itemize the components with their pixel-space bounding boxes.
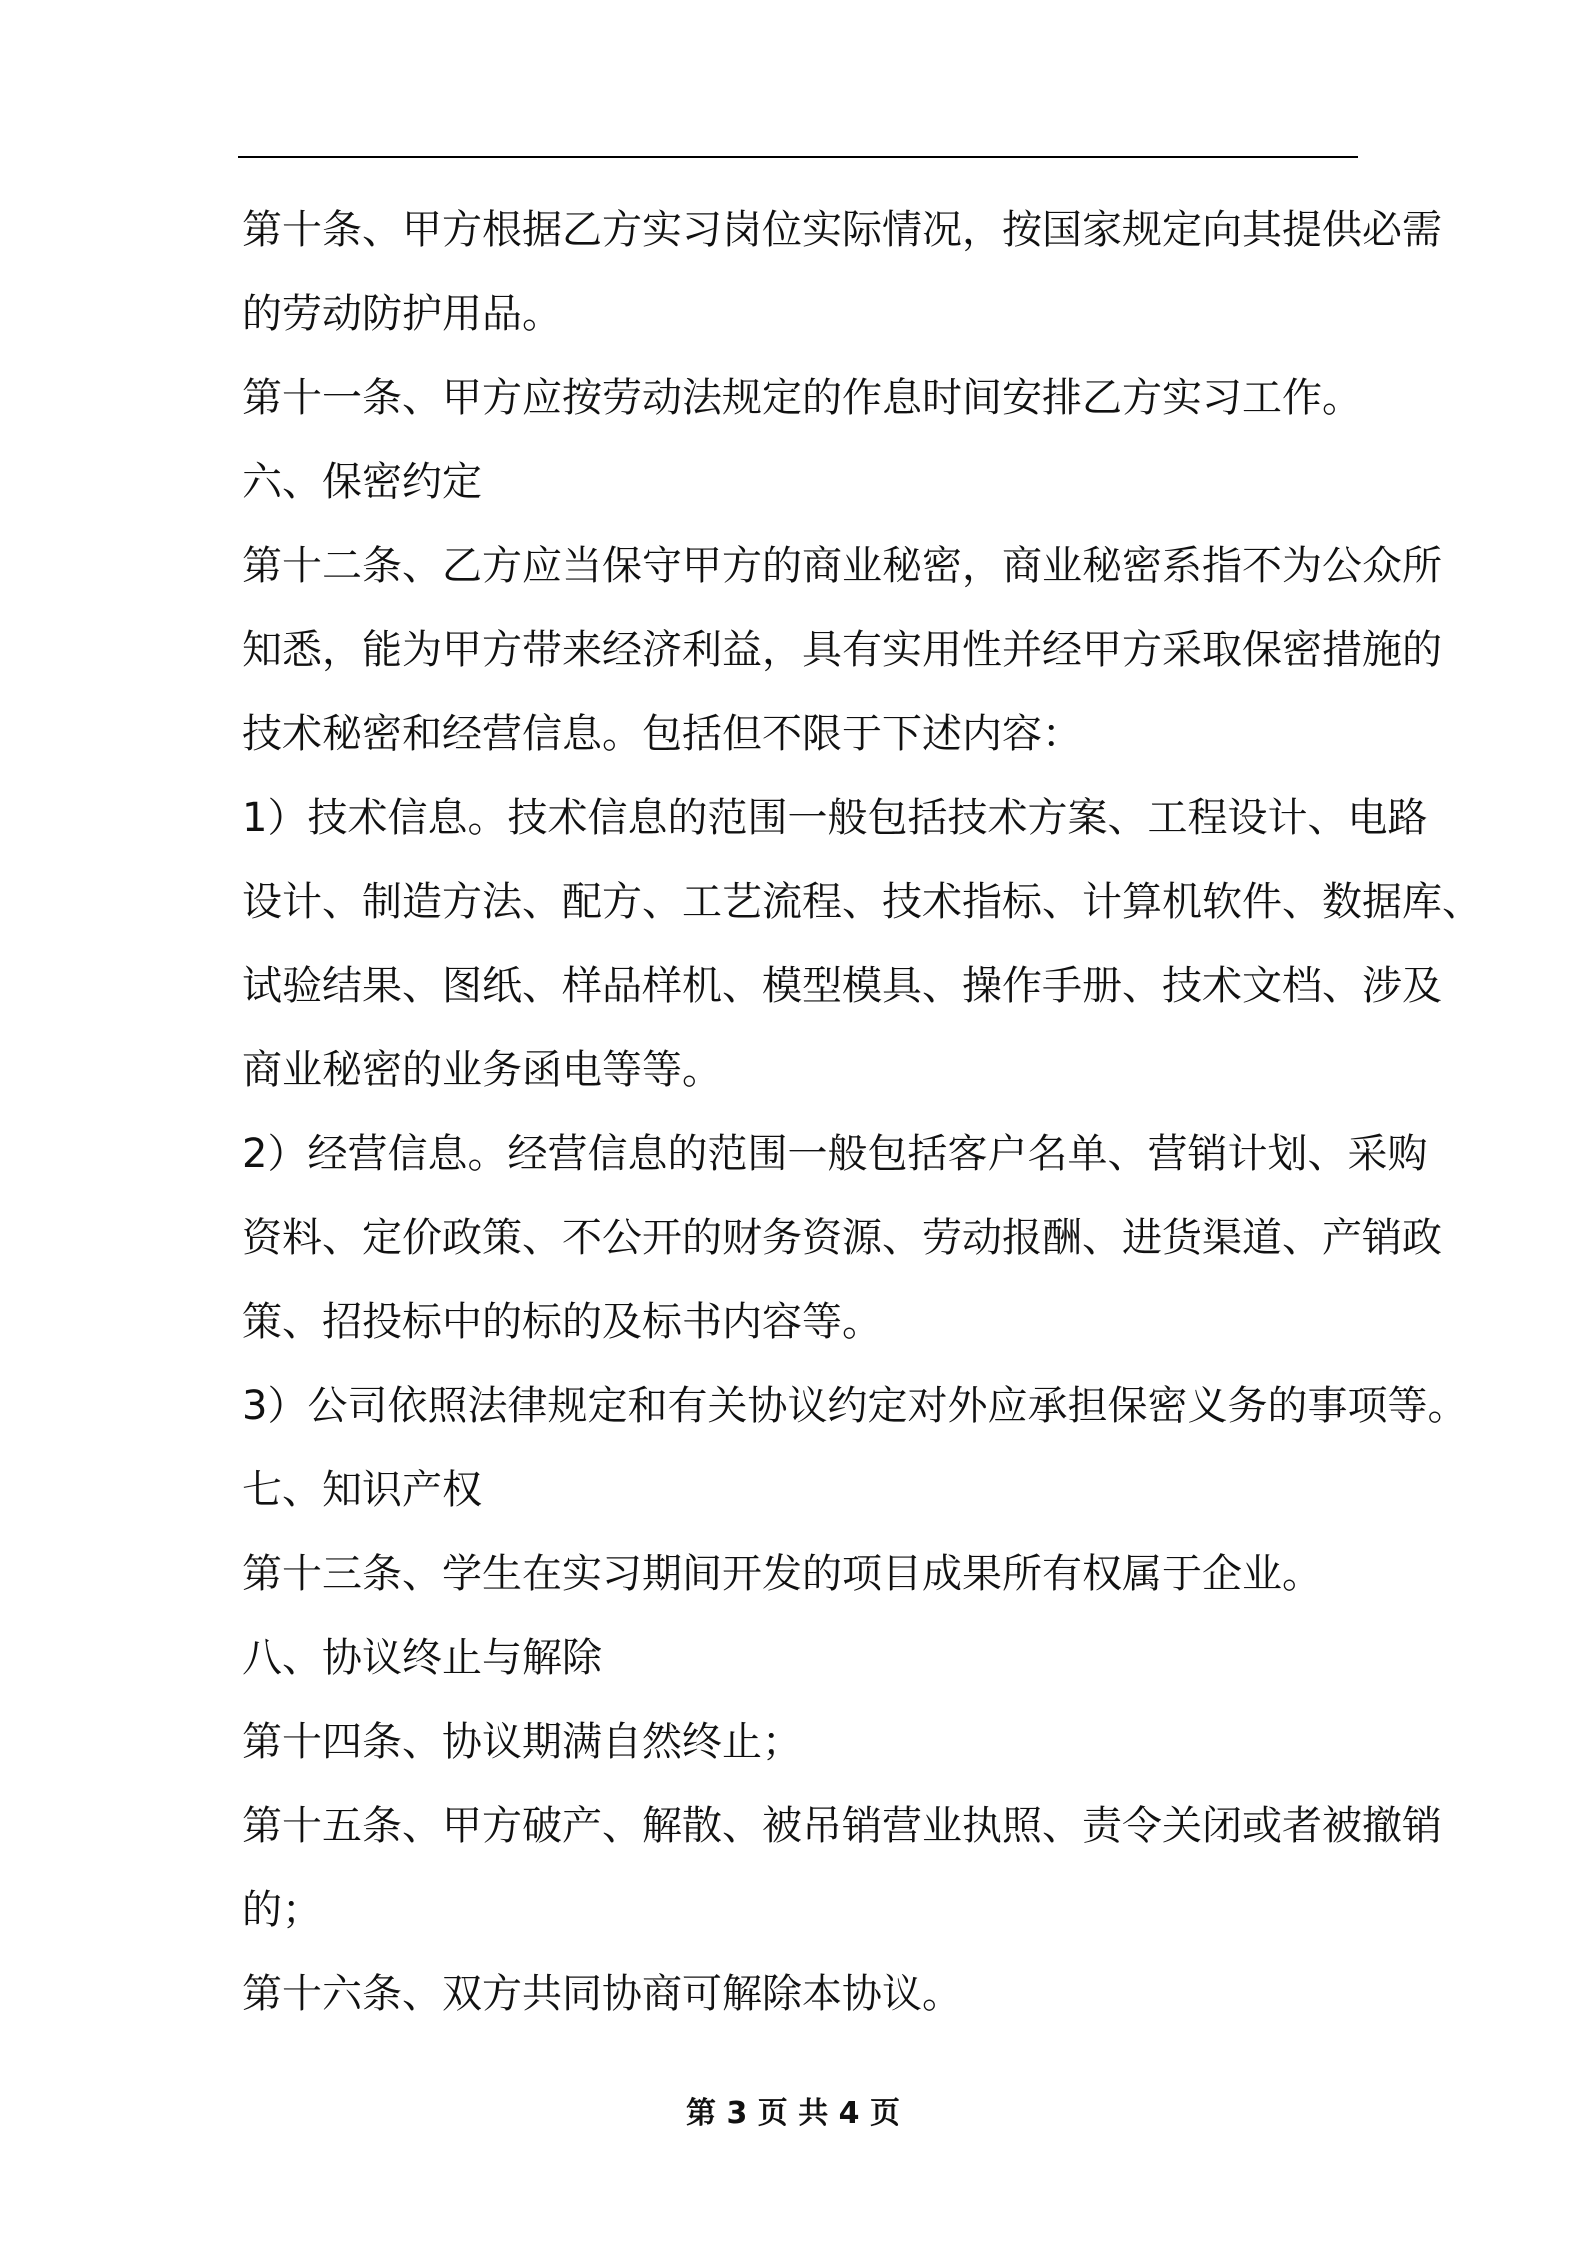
- header-rule: [238, 156, 1358, 158]
- text-line: 的；: [242, 1887, 322, 1933]
- text-line: 2）经营信息。经营信息的范围一般包括客户名单、营销计划、采购: [242, 1131, 1428, 1177]
- document-body: [242, 188, 1482, 2036]
- text-line: 第十五条、甲方破产、解散、被吊销营业执照、责令关闭或者被撤销: [242, 1803, 1442, 1849]
- section-heading: 八、协议终止与解除: [242, 1635, 602, 1681]
- section-heading: 七、知识产权: [242, 1467, 482, 1513]
- text-line: 3）公司依照法律规定和有关协议约定对外应承担保密义务的事项等。: [242, 1383, 1468, 1429]
- section-heading: 六、保密约定: [242, 459, 482, 505]
- page-number: 第 3 页 共 4 页: [686, 2096, 900, 2131]
- text-line: 第十二条、乙方应当保守甲方的商业秘密，商业秘密系指不为公众所: [242, 543, 1442, 589]
- text-line: 试验结果、图纸、样品样机、模型模具、操作手册、技术文档、涉及: [242, 963, 1442, 1009]
- text-line: 知悉，能为甲方带来经济利益，具有实用性并经甲方采取保密措施的: [242, 627, 1442, 673]
- text-line: 的劳动防护用品。: [242, 291, 562, 337]
- text-line: 第十一条、甲方应按劳动法规定的作息时间安排乙方实习工作。: [242, 375, 1362, 421]
- text-line: 商业秘密的业务函电等等。: [242, 1047, 722, 1093]
- text-line: 设计、制造方法、配方、工艺流程、技术指标、计算机软件、数据库、: [242, 879, 1482, 925]
- text-line: 第十条、甲方根据乙方实习岗位实际情况，按国家规定向其提供必需: [242, 207, 1442, 253]
- text-line: 1）技术信息。技术信息的范围一般包括技术方案、工程设计、电路: [242, 795, 1428, 841]
- text-line: 第十六条、双方共同协商可解除本协议。: [242, 1971, 962, 2017]
- text-line: 第十三条、学生在实习期间开发的项目成果所有权属于企业。: [242, 1551, 1322, 1597]
- text-line: 技术秘密和经营信息。包括但不限于下述内容：: [242, 711, 1082, 757]
- text-line: 第十四条、协议期满自然终止；: [242, 1719, 802, 1765]
- text-line: 策、招投标中的标的及标书内容等。: [242, 1299, 882, 1345]
- text-line: 资料、定价政策、不公开的财务资源、劳动报酬、进货渠道、产销政: [242, 1215, 1442, 1261]
